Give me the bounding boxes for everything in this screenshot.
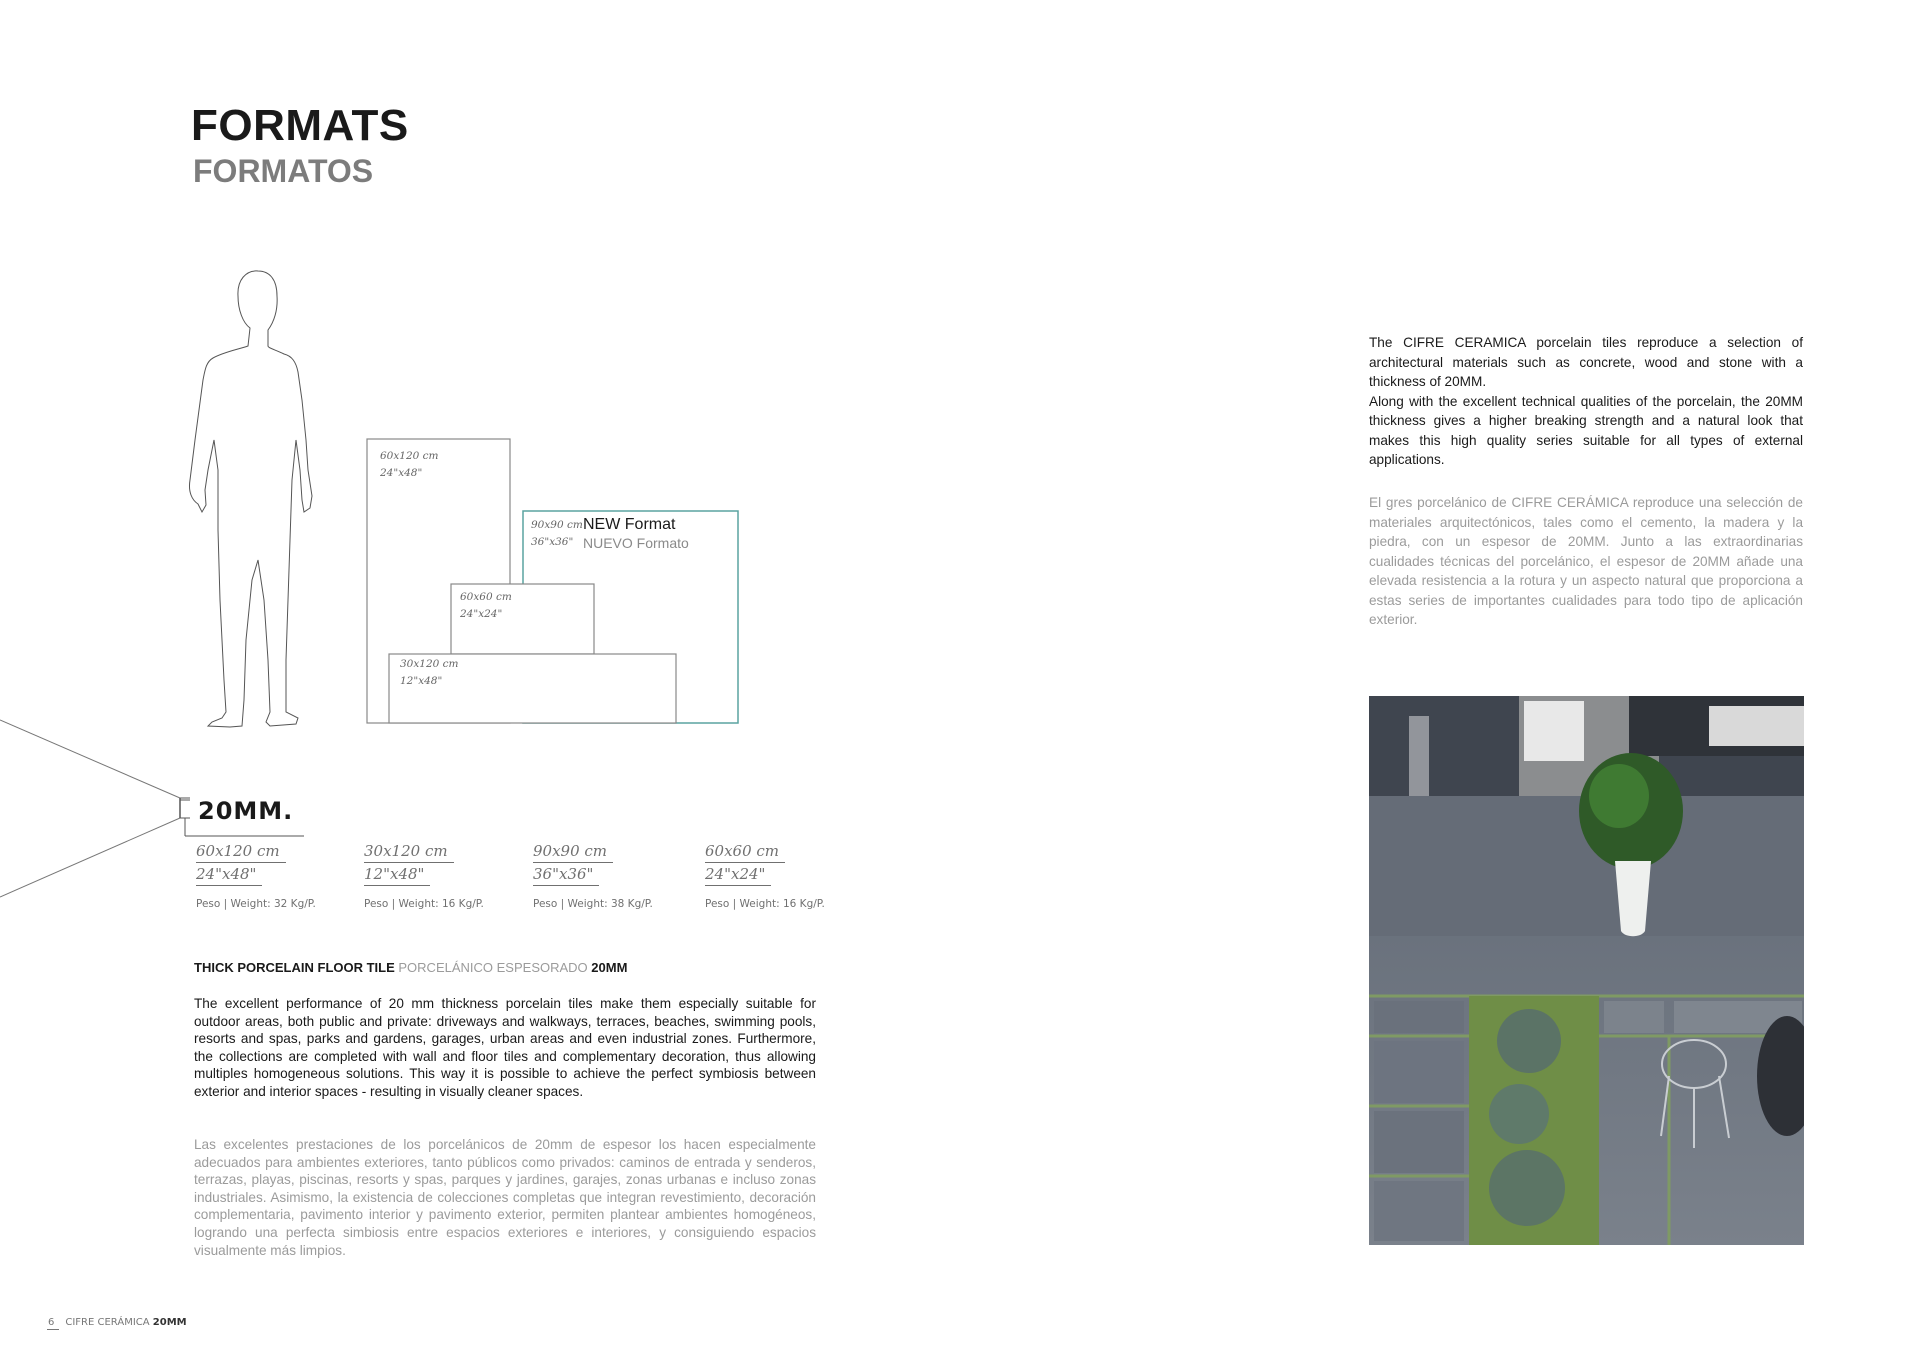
intro-text-en — [1369, 333, 1803, 470]
page-footer — [47, 1317, 187, 1328]
patio-photo — [1369, 696, 1804, 1245]
format-spec-60x60 — [705, 840, 855, 910]
tile-label-90x90: 90x90 cm 36"x36" — [531, 519, 583, 548]
body-text-en: The excellent performance of 20 mm thickness porcelain tiles make them especially suitable for outdoor areas, both public and private: driveways and walkways, terraces, beaches, swimming pools, resorts and spas, parks and gardens, garages, urban areas and even industrial zones. Furthermore, the collections are completed with wall and floor tiles and complementary decoration, thus allowing multiples homogeneous solutions. This way it is possible to achieve the perfect symbiosis between exterior and interior spaces - resulting in visually cleaner spaces. — [194, 996, 816, 1099]
intro-paragraph: Along with the excellent technical qualities of the porcelain, the 20MM thickness gives a higher breaking strength and a natural look that makes this high quality series suitable for all types of external applications. — [1369, 393, 1803, 467]
new-format-es: NUEVO Formato — [583, 535, 689, 551]
format-weight: Peso | Weight: 16 Kg/P. — [705, 898, 825, 910]
human-silhouette-icon — [189, 271, 312, 727]
thickness-label: 20MM. — [198, 797, 294, 825]
tile-label-30x120: 30x120 cm 12"x48" — [400, 658, 459, 687]
format-spec-60x120 — [196, 840, 346, 910]
body-text-es: Las excelentes prestaciones de los porcelánicos de 20mm de espesor los hacen especialmente adecuados para ambientes exteriores, tanto públicos como privados: caminos de entrada y senderos, terrazas, playas, piscinas, resorts y spas, parques y jardines, garajes, zonas urbanas e incluso zonas industriales. Asimismo, la existencia de colecciones completas que integran revestimiento, decoración complementaria, pavimento interior y pavimento exterior, permiten plantear ambientes homogéneos, logrando una perfecta simbiosis entre espacios exteriores e interiores, y consiguiendo espacios visualmente más limpios. — [194, 1137, 816, 1258]
new-format-label — [583, 515, 689, 553]
format-inch: 24"x24" — [705, 863, 771, 886]
formats-diagram — [0, 250, 760, 910]
format-spec-30x120 — [364, 840, 514, 910]
footer-product: 20MM — [152, 1317, 187, 1328]
page-number: 6 — [47, 1317, 59, 1330]
new-format-en: NEW Format — [583, 516, 676, 533]
format-inch: 12"x48" — [364, 863, 430, 886]
format-cm: 60x120 cm — [196, 840, 286, 863]
tile-label-60x60: 60x60 cm 24"x24" — [460, 591, 512, 620]
page-subtitle: FORMATOS — [193, 153, 374, 189]
intro-paragraph: The CIFRE CERAMICA porcelain tiles reproduce a selection of architectural materials such as concrete, wood and stone with a thickness of 20MM. — [1369, 335, 1803, 389]
page-title: FORMATS — [191, 101, 409, 150]
tile-label-60x120: 60x120 cm 24"x48" — [380, 450, 439, 479]
format-inch: 24"x48" — [196, 863, 262, 886]
intro-text-es: El gres porcelánico de CIFRE CERÁMICA reproduce una selección de materiales arquitectónicos, tales como el cemento, la madera y la piedra, con un espesor de 20MM. Junto a las extraordinarias cualidades técnicas del porcelánico, el espesor de 20MM añade una elevada resistencia a la rotura y un aspecto natural que proporciona a estas series de importantes cualidades para todo tipo de aplicación exterior. — [1369, 495, 1803, 627]
format-cm: 30x120 cm — [364, 840, 454, 863]
format-weight: Peso | Weight: 16 Kg/P. — [364, 898, 484, 910]
footer-brand: CIFRE CERÁMICA — [65, 1317, 153, 1328]
section-heading: THICK PORCELAIN FLOOR TILE PORCELÁNICO ESPESORADO 20MM — [194, 960, 628, 975]
format-weight: Peso | Weight: 32 Kg/P. — [196, 898, 316, 910]
format-weight: Peso | Weight: 38 Kg/P. — [533, 898, 653, 910]
format-inch: 36"x36" — [533, 863, 599, 886]
format-cm: 60x60 cm — [705, 840, 785, 863]
format-cm: 90x90 cm — [533, 840, 613, 863]
format-spec-90x90 — [533, 840, 683, 910]
